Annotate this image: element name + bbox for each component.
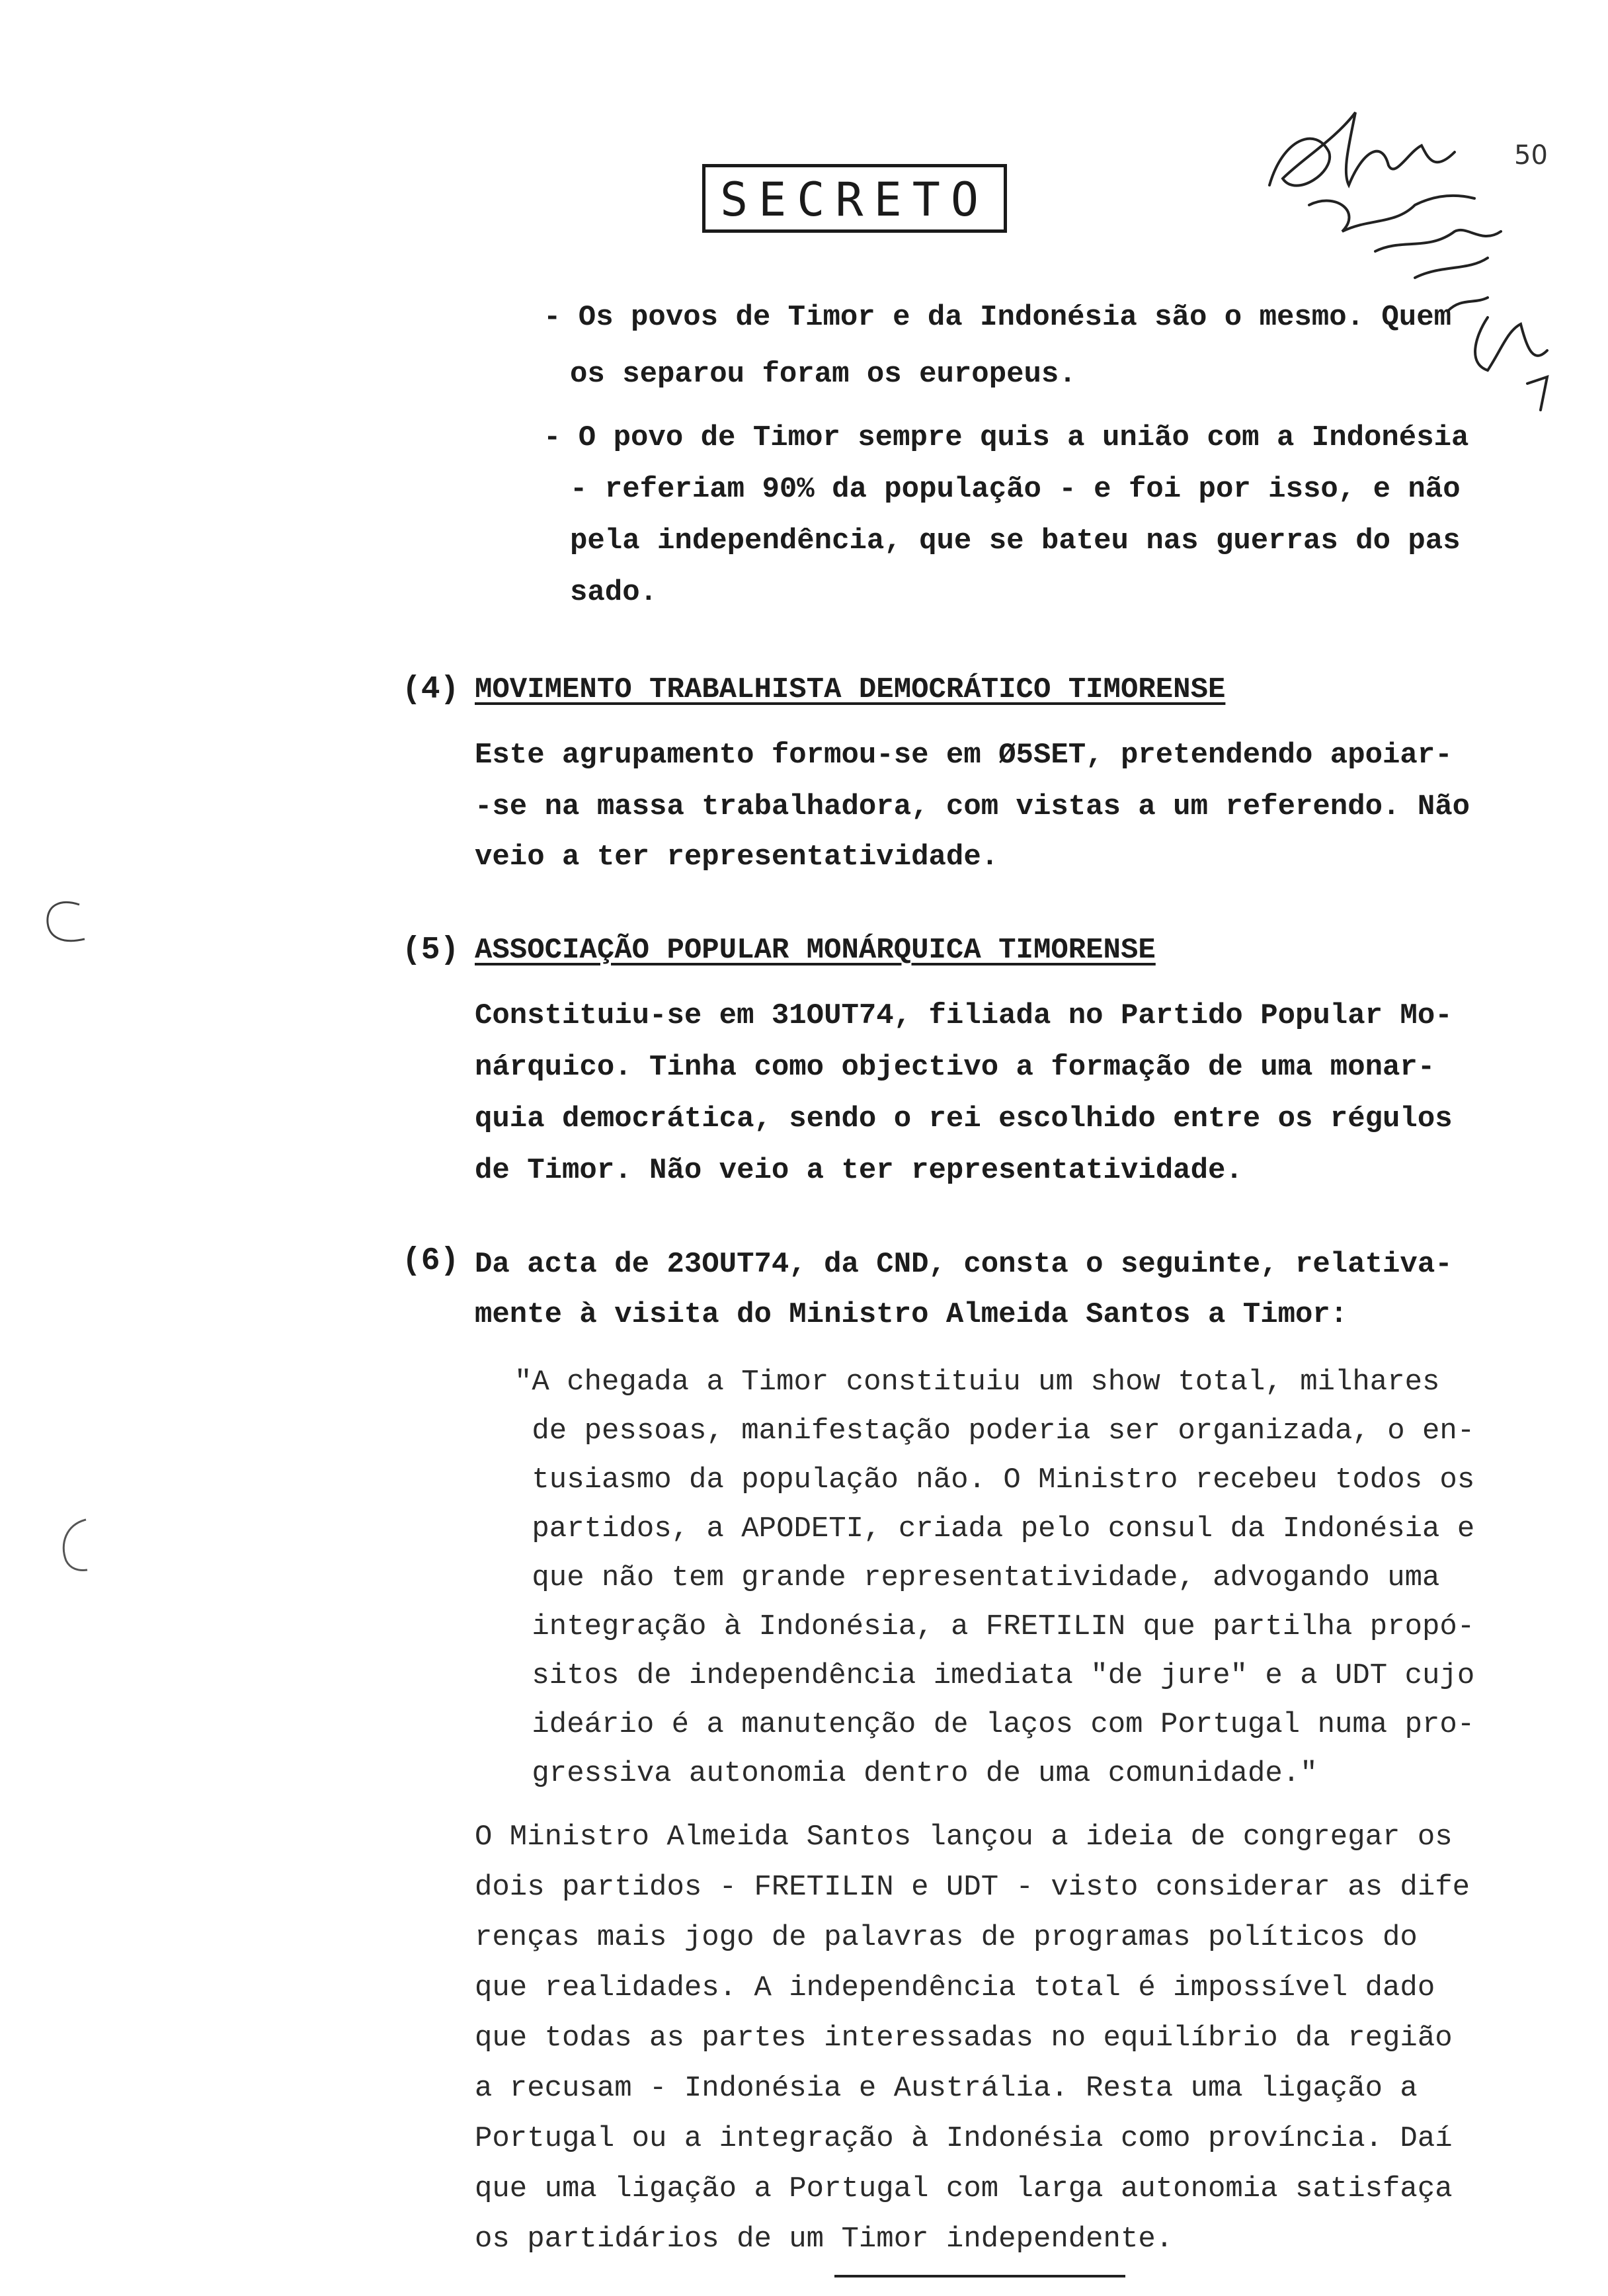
page-number: 50 (1514, 140, 1548, 171)
quote-line: integração à Indonésia, a FRETILIN que partilha propó- (514, 1610, 1475, 1643)
paragraph-line: Este agrupamento formou-se em Ø5SET, pretendendo apoiar- (475, 739, 1453, 772)
quote-line: partidos, a APODETI, criada pelo consul da Indonésia e (514, 1512, 1475, 1545)
paragraph-line: -se na massa trabalhadora, com vistas a um referendo. Não (475, 790, 1470, 823)
paragraph-line: que uma ligação a Portugal com larga autonomia satisfaça (475, 2172, 1453, 2205)
quote-line: tusiasmo da população não. O Ministro recebeu todos os (514, 1463, 1475, 1496)
secret-stamp: SECRETO (702, 164, 1007, 233)
quote-line: de pessoas, manifestação poderia ser organizada, o en- (514, 1414, 1475, 1448)
paragraph-line: que todas as partes interessadas no equilíbrio da região (475, 2022, 1453, 2055)
section-title: ASSOCIAÇÃO POPULAR MONÁRQUICA TIMORENSE (475, 934, 1156, 967)
bullet-line: os separou foram os europeus. (570, 358, 1076, 391)
paragraph-line: veio a ter representatividade. (475, 840, 999, 874)
section-number: (6) (402, 1243, 460, 1279)
paragraph-line: que realidades. A independência total é impossível dado (475, 1971, 1435, 2004)
footer-rule (834, 2275, 1125, 2277)
bullet-line: - referiam 90% da população - e foi por isso, e não (570, 473, 1461, 506)
paragraph-line: Portugal ou a integração à Indonésia como província. Daí (475, 2122, 1453, 2155)
punch-hole-mark (46, 1508, 106, 1580)
paragraph-line: Da acta de 23OUT74, da CND, consta o seguinte, relativa- (475, 1248, 1453, 1281)
paragraph-line: O Ministro Almeida Santos lançou a ideia de congregar os (475, 1821, 1453, 1854)
quote-line: sitos de independência imediata "de jure" e a UDT cujo (514, 1659, 1475, 1692)
bullet-line: - Os povos de Timor e da Indonésia são o mesmo. Quem (543, 301, 1452, 334)
bullet-line: sado. (570, 576, 658, 609)
quote-line: ideário é a manutenção de laços com Portugal numa pro- (514, 1708, 1475, 1741)
bullet-line: - O povo de Timor sempre quis a união com a Indonésia (543, 421, 1469, 454)
handwritten-signature (1256, 99, 1574, 443)
paragraph-line: renças mais jogo de palavras de programas políticos do (475, 1921, 1418, 1954)
paragraph-line: quia democrática, sendo o rei escolhido entre os régulos (475, 1102, 1453, 1135)
quote-line: gressiva autonomia dentro de uma comunidade." (514, 1757, 1318, 1790)
paragraph-line: mente à visita do Ministro Almeida Santos a Timor: (475, 1298, 1348, 1331)
paragraph-line: nárquico. Tinha como objectivo a formação de uma monar- (475, 1051, 1435, 1084)
paragraph-line: os partidários de um Timor independente. (475, 2223, 1174, 2256)
section-number: (4) (402, 672, 460, 708)
punch-hole-mark (33, 886, 106, 959)
section-number: (5) (402, 932, 460, 968)
quote-line: que não tem grande representatividade, advogando uma (514, 1561, 1440, 1594)
paragraph-line: dois partidos - FRETILIN e UDT - visto considerar as dife (475, 1871, 1470, 1904)
paragraph-line: Constituiu-se em 31OUT74, filiada no Partido Popular Mo- (475, 999, 1453, 1032)
bullet-line: pela independência, que se bateu nas guerras do pas (570, 524, 1461, 557)
paragraph-line: de Timor. Não veio a ter representatividade. (475, 1154, 1243, 1187)
section-title: MOVIMENTO TRABALHISTA DEMOCRÁTICO TIMORENSE (475, 673, 1226, 706)
quote-line: "A chegada a Timor constituiu um show total, milhares (514, 1366, 1440, 1399)
paragraph-line: a recusam - Indonésia e Austrália. Resta uma ligação a (475, 2072, 1418, 2105)
